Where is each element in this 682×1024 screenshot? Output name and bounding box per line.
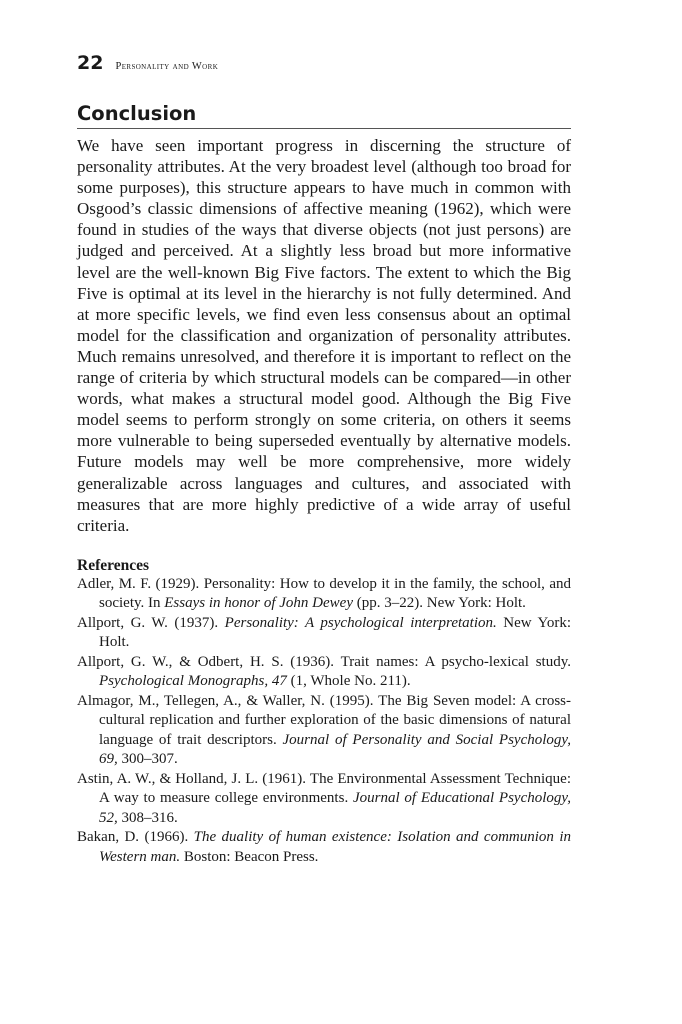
reference-list (77, 575, 571, 868)
page-number: 22 (77, 52, 104, 74)
running-title: Personality and Work (115, 61, 219, 72)
body-paragraph: We have seen important progress in discerning the structure of personality attributes. At the very broadest level (although too broad for some purposes), this structure appears to have much in common with Osgood’s classic dimensions of affective meaning (1962), which were found in studies of the ways that diverse objects (not just persons) are judged and perceived. At a slightly less broad but more informative level are the well-known Big Five factors. The extent to which the Big Five is optimal at its level in the hierarchy is not fully determined. And at more specific levels, we find even less consensus about an optimal model for the classification and organization of personality attributes. Much remains unresolved, and therefore it is important to reflect on the range of criteria by which structural models can be compared—in other words, what makes a structural model good. Although the Big Five model seems to perform strongly on some criteria, on others it seems more vulnerable to being superseded eventually by alternative models. Future models may well be more comprehensive, more widely generalizable across languages and cultures, and associated with measures that are more highly predictive of a wide array of useful criteria. (77, 136, 571, 535)
reference-item: Almagor, M., Tellegen, A., & Waller, N. (1995). The Big Seven model: A cross-cultural replication and further exploration of the basic dimensions of natural language of trait descriptors. Journal of Personality and Social Psychology, 69, 300–307. (77, 692, 571, 768)
section-heading: Conclusion (77, 102, 571, 129)
reference-item: Bakan, D. (1966). The duality of human existence: Isolation and communion in Western man. Boston: Beacon Press. (77, 829, 571, 865)
running-head (77, 52, 571, 76)
reference-item: Astin, A. W., & Holland, J. L. (1961). The Environmental Assessment Technique: A way to measure college environments. Journal of Educational Psychology, 52, 308–316. (77, 770, 571, 826)
reference-item: Allport, G. W. (1937). Personality: A psychological interpretation. New York: Holt. (77, 614, 571, 651)
book-page (77, 52, 571, 867)
reference-item: Allport, G. W., & Odbert, H. S. (1936). Trait names: A psycho-lexical study. Psychological Monographs, 47 (1, Whole No. 211). (77, 653, 571, 690)
references-heading: References (77, 556, 150, 574)
reference-item: Adler, M. F. (1929). Personality: How to develop it in the family, the school, and society. In Essays in honor of John Dewey (pp. 3–22). New York: Holt. (77, 575, 571, 612)
